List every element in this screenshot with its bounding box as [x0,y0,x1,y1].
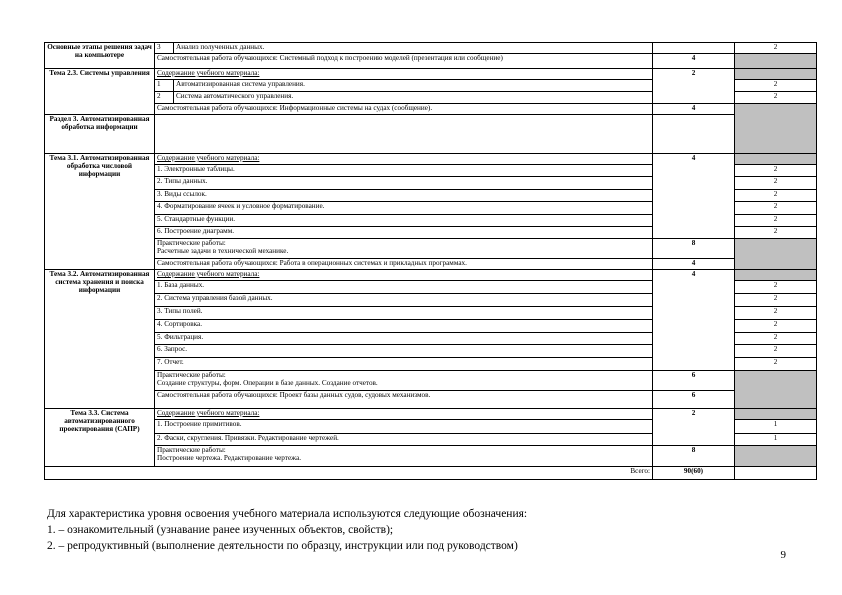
shaded-cell [735,446,817,467]
hours-cell: 6 [653,391,735,409]
topic-cell: Тема 3.2. Автоматизированная система хранения и поиска информации [45,270,155,409]
level-cell: 2 [735,92,817,104]
practical-work [155,239,653,259]
item-text: Анализ полученных данных. [174,43,653,54]
item-text: 5. Стандартные функции. [155,215,653,227]
content-heading-label: Содержание учебного материала: [157,409,260,417]
item-text: 3. Виды ссылок. [155,190,653,202]
hours-cell [653,43,735,54]
item-text: 2. Система управления базой данных. [155,294,653,307]
content-heading-label: Содержание учебного материала: [157,154,260,162]
shaded-cell [735,104,817,154]
table-row [45,270,817,281]
table-row [45,115,817,154]
total-row [45,467,817,480]
table-row [45,259,817,270]
total-hours: 90(60) [653,467,735,480]
topic-cell: Тема 2.3. Системы управления [45,69,155,115]
level-cell: 2 [735,320,817,333]
content-heading [155,69,653,80]
hours-cell: 4 [653,259,735,270]
shaded-cell [735,239,817,270]
practical-text: Построение чертежа. Редактирование чертежа. [157,454,302,462]
level-cell: 2 [735,307,817,320]
item-text: 4. Сортировка. [155,320,653,333]
practical-heading: Практические работы: [157,446,226,454]
level-cell: 2 [735,294,817,307]
practical-work [155,446,653,467]
level-cell: 2 [735,333,817,345]
item-text: 2. Типы данных. [155,177,653,190]
item-text: 6. Запрос. [155,345,653,358]
self-study-text: Самостоятельная работа обучающихся: Системный подход к построению моделей (презентация или сообщение) [155,54,653,69]
topic-cell: Тема 3.3. Система автоматизированного проектирования (САПР) [45,409,155,467]
hours-cell: 2 [653,69,735,104]
table-row [45,69,817,80]
item-number: 2 [155,92,174,104]
shaded-cell [735,54,817,69]
legend-intro: Для характеристика уровня освоения учебного материала используются следующие обозначения: [47,508,528,520]
item-text: 5. Фильтрация. [155,333,653,345]
practical-text: Создание структуры, форм. Операции в базе данных. Создание отчетов. [157,379,378,387]
item-text: Система автоматического управления. [174,92,653,104]
item-text: 6. Построение диаграмм. [155,227,653,239]
section-title: Раздел 3. Автоматизированная обработка информации [45,115,155,154]
item-text: Автоматизированная система управления. [174,80,653,92]
empty-cell [653,115,735,154]
curriculum-table [44,42,817,480]
legend-level-1: 1. – ознакомительный (узнавание ранее изученных объектов, свойств); [47,524,394,536]
level-cell: 1 [735,420,817,434]
level-cell: 2 [735,43,817,54]
hours-cell: 2 [653,409,735,446]
content-heading-label: Содержание учебного материала: [157,69,260,77]
item-text: 4. Форматирование ячеек и условное форматирование. [155,202,653,215]
table-row [45,446,817,467]
item-text: 3. Типы полей. [155,307,653,320]
page-number: 9 [780,549,786,561]
empty-cell [155,115,653,154]
level-cell: 2 [735,80,817,92]
table-row [45,371,817,391]
hours-cell: 4 [653,104,735,115]
level-cell: 2 [735,227,817,239]
table-row [45,409,817,420]
level-cell: 2 [735,345,817,358]
item-text: 2. Фаски, скругления. Привязки. Редактирование чертежей. [155,434,653,446]
content-heading-label: Содержание учебного материала: [157,270,260,278]
self-study-text: Самостоятельная работа обучающихся: Информационные системы на судах (сообщение). [155,104,653,115]
hours-cell: 4 [653,154,735,239]
hours-cell: 8 [653,239,735,259]
practical-work [155,371,653,391]
table-row [45,154,817,165]
item-text: 1. Построение примитивов. [155,420,653,434]
topic-cell: Тема 3.1. Автоматизированная обработка числовой информации [45,154,155,270]
item-text: 7. Отчет. [155,358,653,371]
empty-cell [735,467,817,480]
practical-text: Расчетные задачи в технической механике. [157,247,289,255]
topic-cell: Основные этапы решения задач на компьютере [45,43,155,69]
practical-heading: Практические работы: [157,371,226,379]
item-number: 1 [155,80,174,92]
shaded-cell [735,371,817,409]
level-cell: 2 [735,281,817,294]
practical-heading: Практические работы: [157,239,226,247]
table-row [45,239,817,259]
item-number: 3 [155,43,174,54]
table-row [45,54,817,69]
level-cell: 2 [735,177,817,190]
legend-level-2: 2. – репродуктивный (выполнение деятельности по образцу, инструкции или под руководством) [47,540,518,552]
shaded-cell [735,154,817,165]
hours-cell: 8 [653,446,735,467]
level-cell: 2 [735,165,817,177]
level-cell: 2 [735,202,817,215]
level-cell: 2 [735,358,817,371]
item-text: 1. База данных. [155,281,653,294]
item-text: 1. Электронные таблицы. [155,165,653,177]
content-heading [155,270,653,281]
table-row [45,43,817,54]
total-label: Всего: [45,467,653,480]
level-cell: 1 [735,434,817,446]
hours-cell: 6 [653,371,735,391]
content-heading [155,154,653,165]
table-row [45,104,817,115]
self-study-text: Самостоятельная работа обучающихся: Проект базы данных судов, судовых механизмов. [155,391,653,409]
table-row [45,391,817,409]
shaded-cell [735,69,817,80]
shaded-cell [735,409,817,420]
hours-cell: 4 [653,270,735,371]
content-heading [155,409,653,420]
shaded-cell [735,270,817,281]
hours-cell: 4 [653,54,735,69]
self-study-text: Самостоятельная работа обучающихся: Работа в операционных системах и прикладных программах. [155,259,653,270]
level-cell: 2 [735,215,817,227]
level-cell: 2 [735,190,817,202]
